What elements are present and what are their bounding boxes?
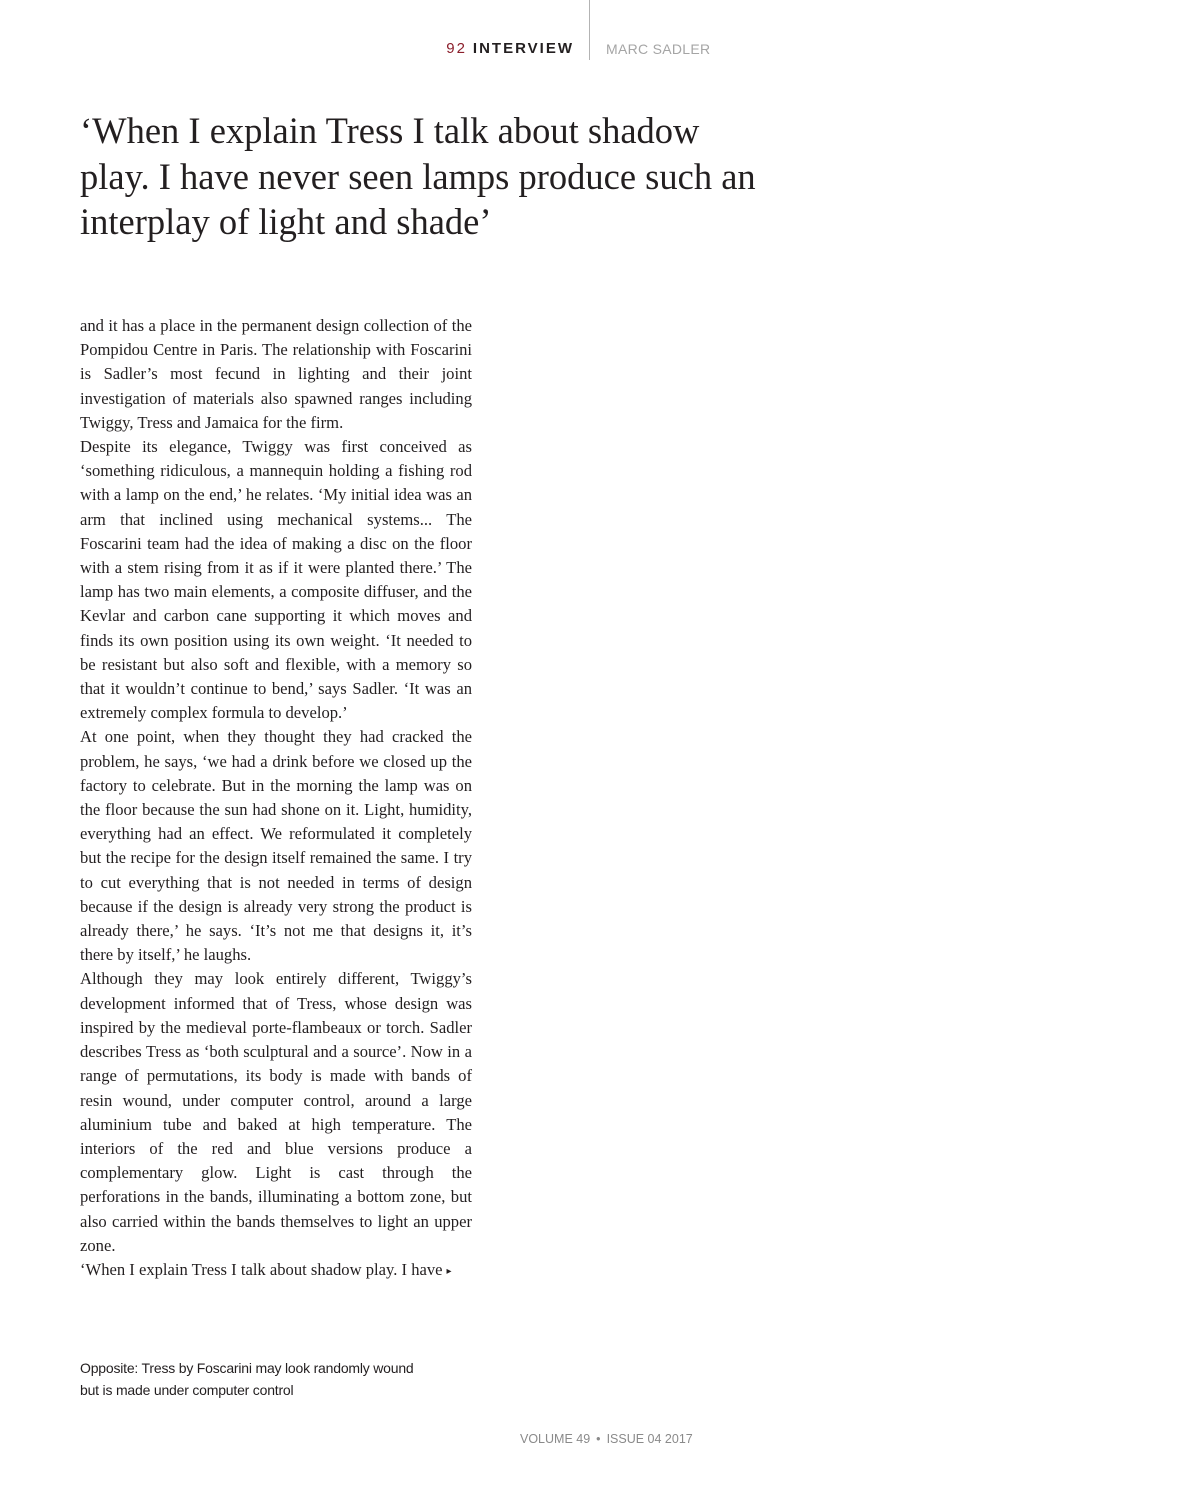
header-divider: [589, 0, 590, 60]
body-paragraph: At one point, when they thought they had cracked the problem, he says, ‘we had a drink before we closed up the factory to celebrate. But in the morning the lamp was on the floor because the sun had shone on it. Light, humidity, everything had an effect. We reformulated it completely but the recipe for the design itself remained the same. I try to cut everything that is not needed in terms of design because if the design is already very strong the product is already there,’ he says. ‘It’s not me that designs it, it’s there by itself,’ he laughs.: [80, 727, 472, 965]
article-body: [80, 314, 472, 1284]
footer-issue: ISSUE 04 2017: [606, 1432, 693, 1446]
body-paragraph: and it has a place in the permanent design collection of the Pompidou Centre in Paris. The relationship with Foscarini is Sadler’s most fecund in lighting and their joint investigation of materials also spawned ranges including Twiggy, Tress and Jamaica for the firm.: [80, 316, 472, 432]
page-header: [0, 0, 1200, 62]
image-caption: Opposite: Tress by Foscarini may look randomly wound but is made under computer control: [80, 1360, 414, 1398]
pull-quote: ‘When I explain Tress I talk about shadow play. I have never seen lamps produce such an interplay of light and shade’: [80, 110, 756, 242]
body-paragraph-continued: [80, 1258, 472, 1284]
page-footer: [520, 1432, 693, 1446]
header-subject: MARC SADLER: [606, 41, 711, 57]
footer-volume: VOLUME 49: [520, 1432, 591, 1446]
page-number: 92: [446, 40, 467, 57]
continued-text: ‘When I explain Tress I talk about shadow play. I have: [80, 1259, 443, 1279]
footer-separator: •: [596, 1432, 601, 1446]
header-section: [446, 40, 574, 57]
section-label: INTERVIEW: [472, 40, 574, 57]
continue-arrow-icon: ▸: [446, 1265, 452, 1277]
body-paragraph: Despite its elegance, Twiggy was first conceived as ‘something ridiculous, a mannequin holding a fishing rod with a lamp on the end,’ he relates. ‘My initial idea was an arm that inclined using mechanical systems... The Foscarini team had the idea of making a disc on the floor with a stem rising from it as if it were planted there.’ The lamp has two main elements, a composite diffuser, and the Kevlar and carbon cane supporting it which moves and finds its own position using its own weight. ‘It needed to be resistant but also soft and flexible, with a memory so that it wouldn’t continue to bend,’ says Sadler. ‘It was an extremely complex formula to develop.’: [80, 437, 472, 723]
body-paragraph: Although they may look entirely different, Twiggy’s development informed that of Tress, whose design was inspired by the medieval porte-flambeaux or torch. Sadler describes Tress as ‘both sculptural and a source’. Now in a range of permutations, its body is made with bands of resin wound, under computer control, around a large aluminium tube and baked at high temperature. The interiors of the red and blue versions produce a complementary glow. Light is cast through the perforations in the bands, illuminating a bottom zone, but also carried within the bands themselves to light an upper zone.: [80, 969, 472, 1255]
